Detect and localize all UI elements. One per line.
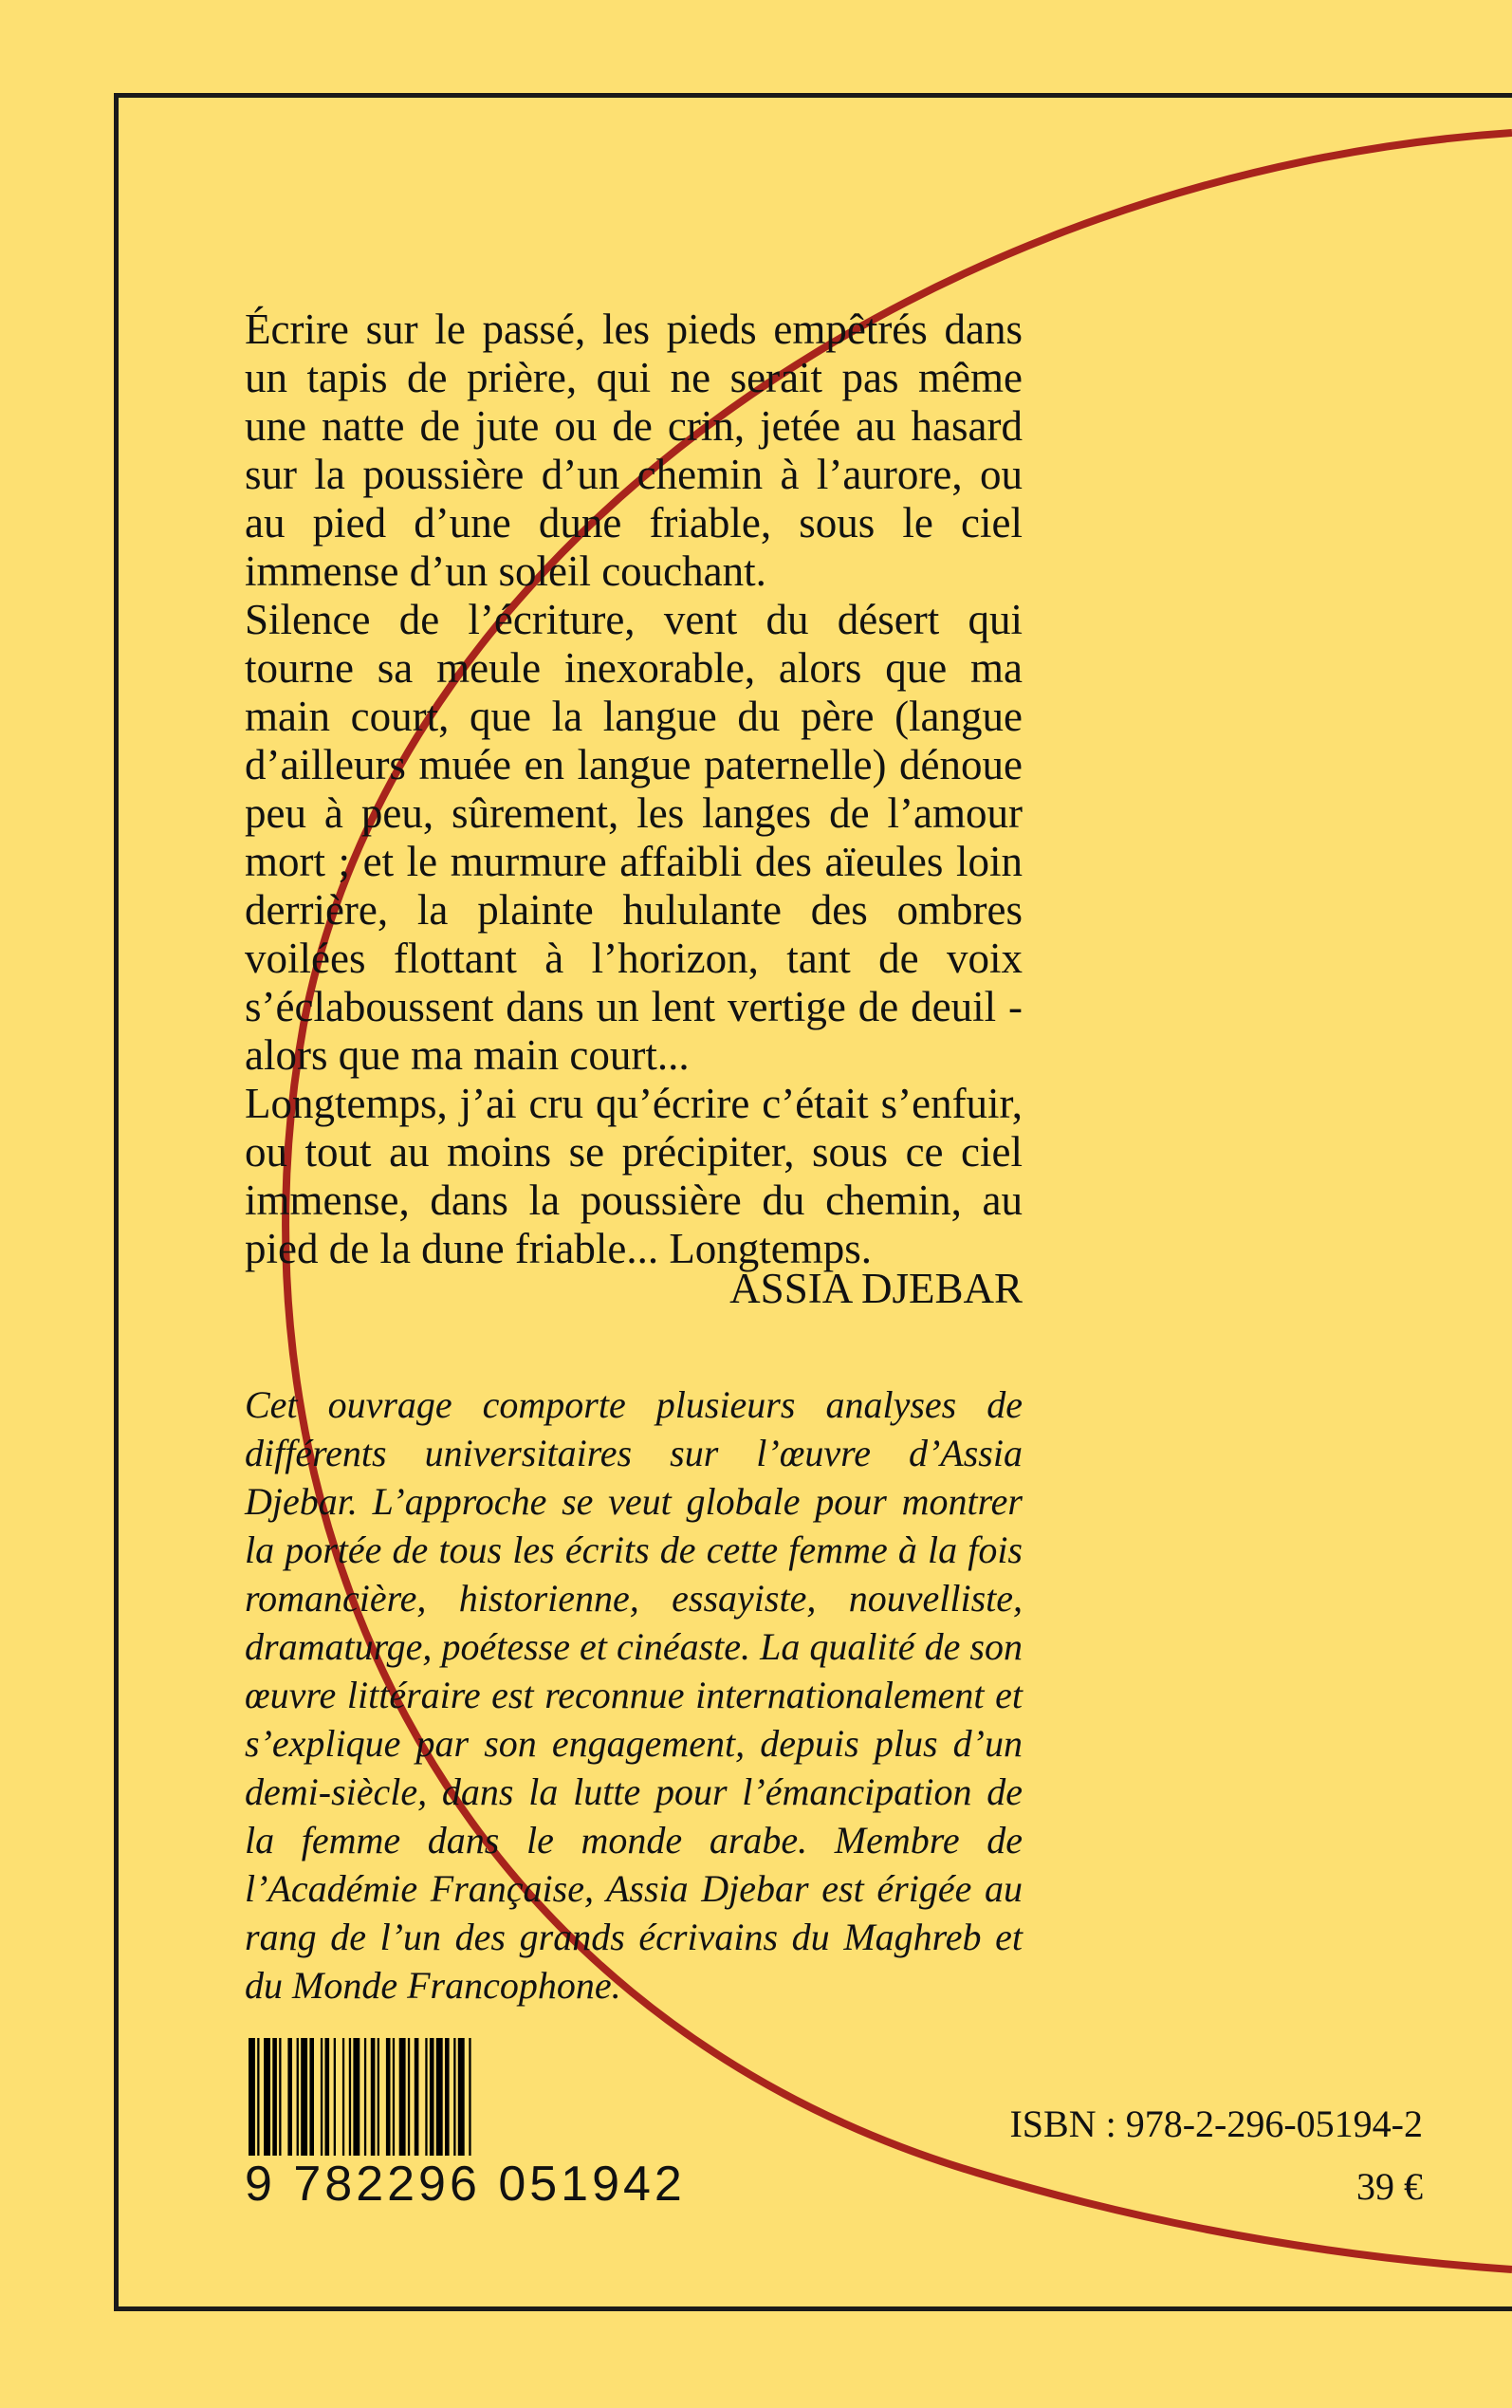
barcode-bar: [386, 2038, 391, 2156]
barcode-bar: [436, 2038, 443, 2156]
barcode-bar: [393, 2038, 395, 2156]
barcode-bar: [321, 2038, 323, 2156]
barcode-bar: [279, 2038, 281, 2156]
barcode-bar: [353, 2038, 360, 2156]
barcode-bar: [297, 2038, 299, 2156]
quote-paragraph: Écrire sur le passé, les pieds empêtrés dans un tapis de prière, qui ne serait pas même une natte de jute ou de crin, jetée au hasard sur la poussière d’un chemin à l’aurore, ou au pied d’une dune friable, sous le ciel immense d’un soleil couchant.: [245, 306, 1023, 595]
barcode-bar: [469, 2038, 470, 2156]
barcode-bar: [425, 2038, 427, 2156]
barcode-bar: [249, 2038, 255, 2156]
barcode-bar: [342, 2038, 344, 2156]
barcode-bar: [430, 2038, 434, 2156]
barcode-bar: [287, 2038, 292, 2156]
barcode-bar: [378, 2038, 379, 2156]
barcode-bar: [334, 2038, 336, 2156]
barcode-bar: [458, 2038, 465, 2156]
barcode-bar: [453, 2038, 455, 2156]
barcode-bar: [415, 2038, 419, 2156]
barcode-bar: [301, 2038, 307, 2156]
quote-paragraph: Silence de l’écriture, vent du désert qui tourne sa meule inexorable, alors que ma main court, que la langue du père (langue d’ailleurs muée en langue paternelle) dénoue peu à peu, sûrement, les langes de l’amour mort ; et le murmure affaibli des aïeules loin derrière, la plainte hululante des ombres voilées flottant à l’horizon, tant de voix s’éclaboussent dans un lent vertige de deuil - alors que ma main court...: [245, 596, 1023, 1079]
price: 39 €: [1356, 2165, 1423, 2208]
barcode-bar: [399, 2038, 406, 2156]
quote-paragraph: Longtemps, j’ai cru qu’écrire c’était s’enfuir, ou tout au moins se précipiter, sous ce ciel immense, dans la poussière du chemin, au pied de la dune friable... Longtemps.: [245, 1080, 1023, 1272]
quote-author: ASSIA DJEBAR: [729, 1265, 1023, 1312]
barcode-bar: [257, 2038, 259, 2156]
book-blurb: Cet ouvrage comporte plusieurs analyses de différents universitaires sur l’œuvre d’Assia Djebar. L’approche se veut globale pour montrer la portée de tous les écrits de cette femme à la fois romancière, historienne, essayiste, nouvelliste, dramaturge, poétesse et cinéaste. La qualité de son œuvre littéraire est reconnue internationalement et s’explique par son engagement, depuis plus d’un demi-siècle, dans la lutte pour l’émancipation de la femme dans le monde arabe. Membre de l’Académie Française, Assia Djebar est érigée au rang de l’un des grands écrivains du Maghreb et du Monde Francophone.: [245, 1383, 1023, 2007]
barcode-bar: [364, 2038, 366, 2156]
barcode-bar: [349, 2038, 351, 2156]
barcode-bar: [371, 2038, 376, 2156]
quote-text: [245, 306, 1023, 1273]
barcode-bar: [309, 2038, 314, 2156]
barcode-digits: 9 782296 051942: [245, 2157, 686, 2212]
barcode-bar: [325, 2038, 330, 2156]
barcode-bar: [272, 2038, 277, 2156]
barcode-bar: [408, 2038, 410, 2156]
barcode-bar: [445, 2038, 450, 2156]
barcode-bar: [264, 2038, 270, 2156]
isbn: ISBN : 978-2-296-05194-2: [1009, 2102, 1423, 2145]
